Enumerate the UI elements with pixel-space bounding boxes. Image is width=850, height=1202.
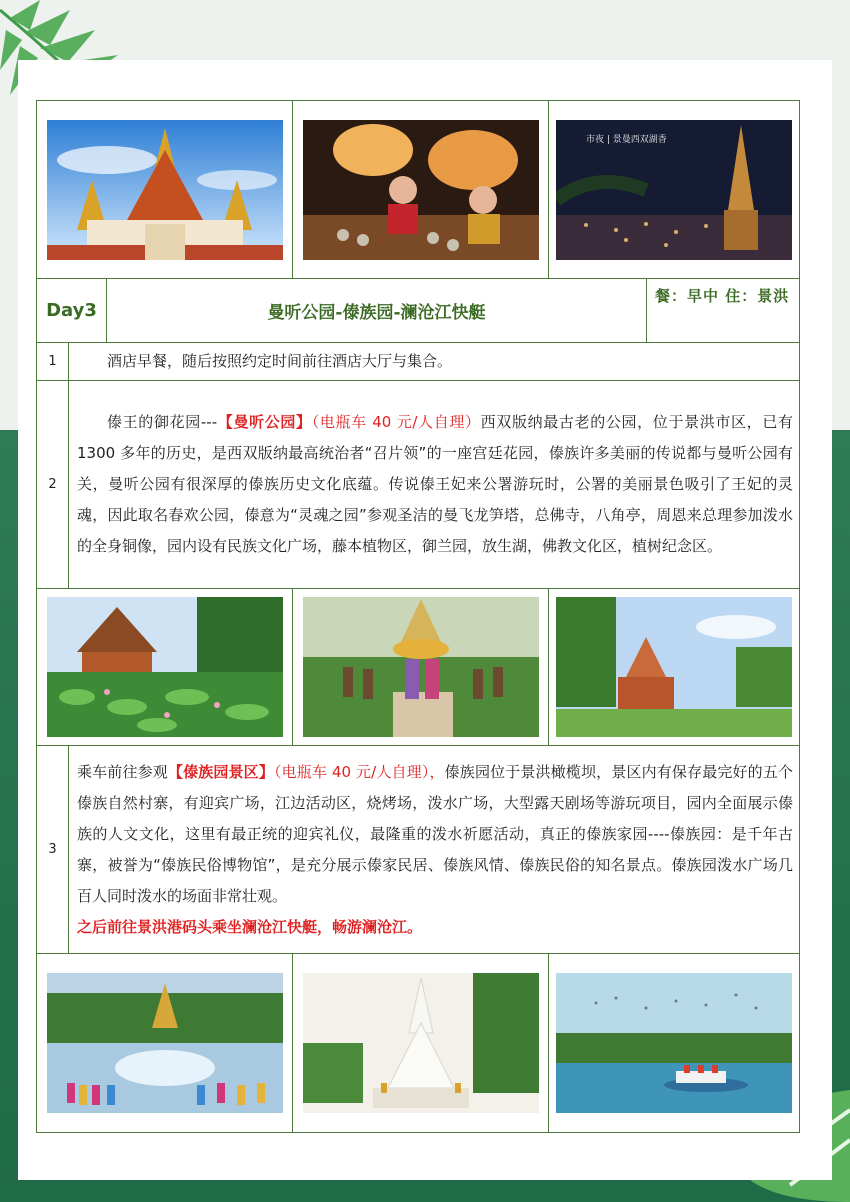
row-body: 西双版纳最古老的公园，位于景洪市区，已有 1300 多年的历史，是西双版纳最高统治者“召片领”的一座宫廷花园，傣族许多美丽的传说都与曼听公园有关，曼听公园有很深厚的傣族历史文化底蕴。传说傣王妃来公署游玩时，公署的美丽景色吸引了王妃的灵魂，因此取名春欢公园，傣意为“灵魂之园”参观圣洁的曼飞龙笋塔，总佛寺，八角亭，周恩来总理参加泼水的全身铜像，园内设有民族文化广场，藤本植物区，御兰园，放生湖，佛教文化区，植树纪念区。 xyxy=(77,413,794,555)
day-label: Day3 xyxy=(37,279,107,342)
photo-cell xyxy=(293,589,549,745)
price-note: （电瓶车 40 元/人自理）， xyxy=(273,762,445,781)
row-body: 傣族园位于景洪橄榄坝，景区内有保存最完好的五个傣族自然村寨，有迎宾广场，江边活动区，烧烤场，泼水广场，大型露天剧场等游玩项目，园内全面展示傣族的人文文化，这里有最正统的迎宾礼仪，最隆重的泼水祈愿活动，真正的傣族家园----傣族园：是千年古寨，被誉为“傣族民俗博物馆”，是充分展示傣家民居、傣族风情、傣族民俗的知名景点。傣族园泼水广场几百人同时泼水的场面非常壮观。 xyxy=(77,762,794,905)
itinerary-row xyxy=(37,343,799,381)
dai-procession-photo-icon xyxy=(303,597,539,737)
river-boat-photo-icon xyxy=(556,973,792,1113)
row-lead: 傣王的御花园--- xyxy=(107,413,218,431)
photo-row-top xyxy=(37,101,799,279)
photo-cell xyxy=(549,101,799,278)
photo-row-bottom xyxy=(37,954,799,1132)
row-text xyxy=(69,343,799,380)
itinerary-table xyxy=(36,100,800,1133)
photo-cell xyxy=(549,589,799,745)
day-header-row xyxy=(37,279,799,343)
row-lead: 乘车前往参观 xyxy=(77,762,168,781)
lotus-pavilion-photo-icon xyxy=(47,597,283,737)
row-extra-highlight: 之后前往景洪港码头乘坐澜沧江快艇，畅游澜沧江。 xyxy=(77,917,423,936)
day-meta: 餐：早中 住：景洪 xyxy=(655,287,790,305)
row-paragraph xyxy=(77,407,793,562)
photo-cell xyxy=(293,954,549,1132)
row-paragraph: 酒店早餐，随后按照约定时间前往酒店大厅与集合。 xyxy=(107,352,453,370)
photo-cell xyxy=(37,954,293,1132)
red-stupa-photo-icon xyxy=(556,597,792,737)
photo-cell xyxy=(37,589,293,745)
photo-cell xyxy=(293,101,549,278)
row-paragraph xyxy=(77,757,793,912)
photo-caption: 市夜 | 景曼西双湖香 xyxy=(586,134,667,145)
photo-cell xyxy=(549,954,799,1132)
temple-photo-icon xyxy=(47,120,283,260)
night-pagoda-photo-icon xyxy=(556,120,792,260)
row-number: 2 xyxy=(37,381,69,588)
attraction-highlight: 【曼听公园】 xyxy=(217,413,312,431)
white-stupa-photo-icon xyxy=(303,973,539,1113)
row-text xyxy=(69,381,799,588)
itinerary-row xyxy=(37,746,799,954)
market-photo-icon xyxy=(303,120,539,260)
photo-cell xyxy=(37,101,293,278)
itinerary-row xyxy=(37,381,799,589)
row-text xyxy=(69,746,799,953)
water-festival-photo-icon xyxy=(47,973,283,1113)
row-number: 3 xyxy=(37,746,69,953)
row-content xyxy=(77,757,793,943)
attraction-highlight: 【傣族园景区】 xyxy=(167,762,274,781)
day-title: 曼听公园-傣族园-澜沧江快艇 xyxy=(107,279,647,342)
photo-row-middle xyxy=(37,589,799,746)
row-number: 1 xyxy=(37,343,69,380)
price-note: （电瓶车 40 元/人自理） xyxy=(311,413,481,431)
